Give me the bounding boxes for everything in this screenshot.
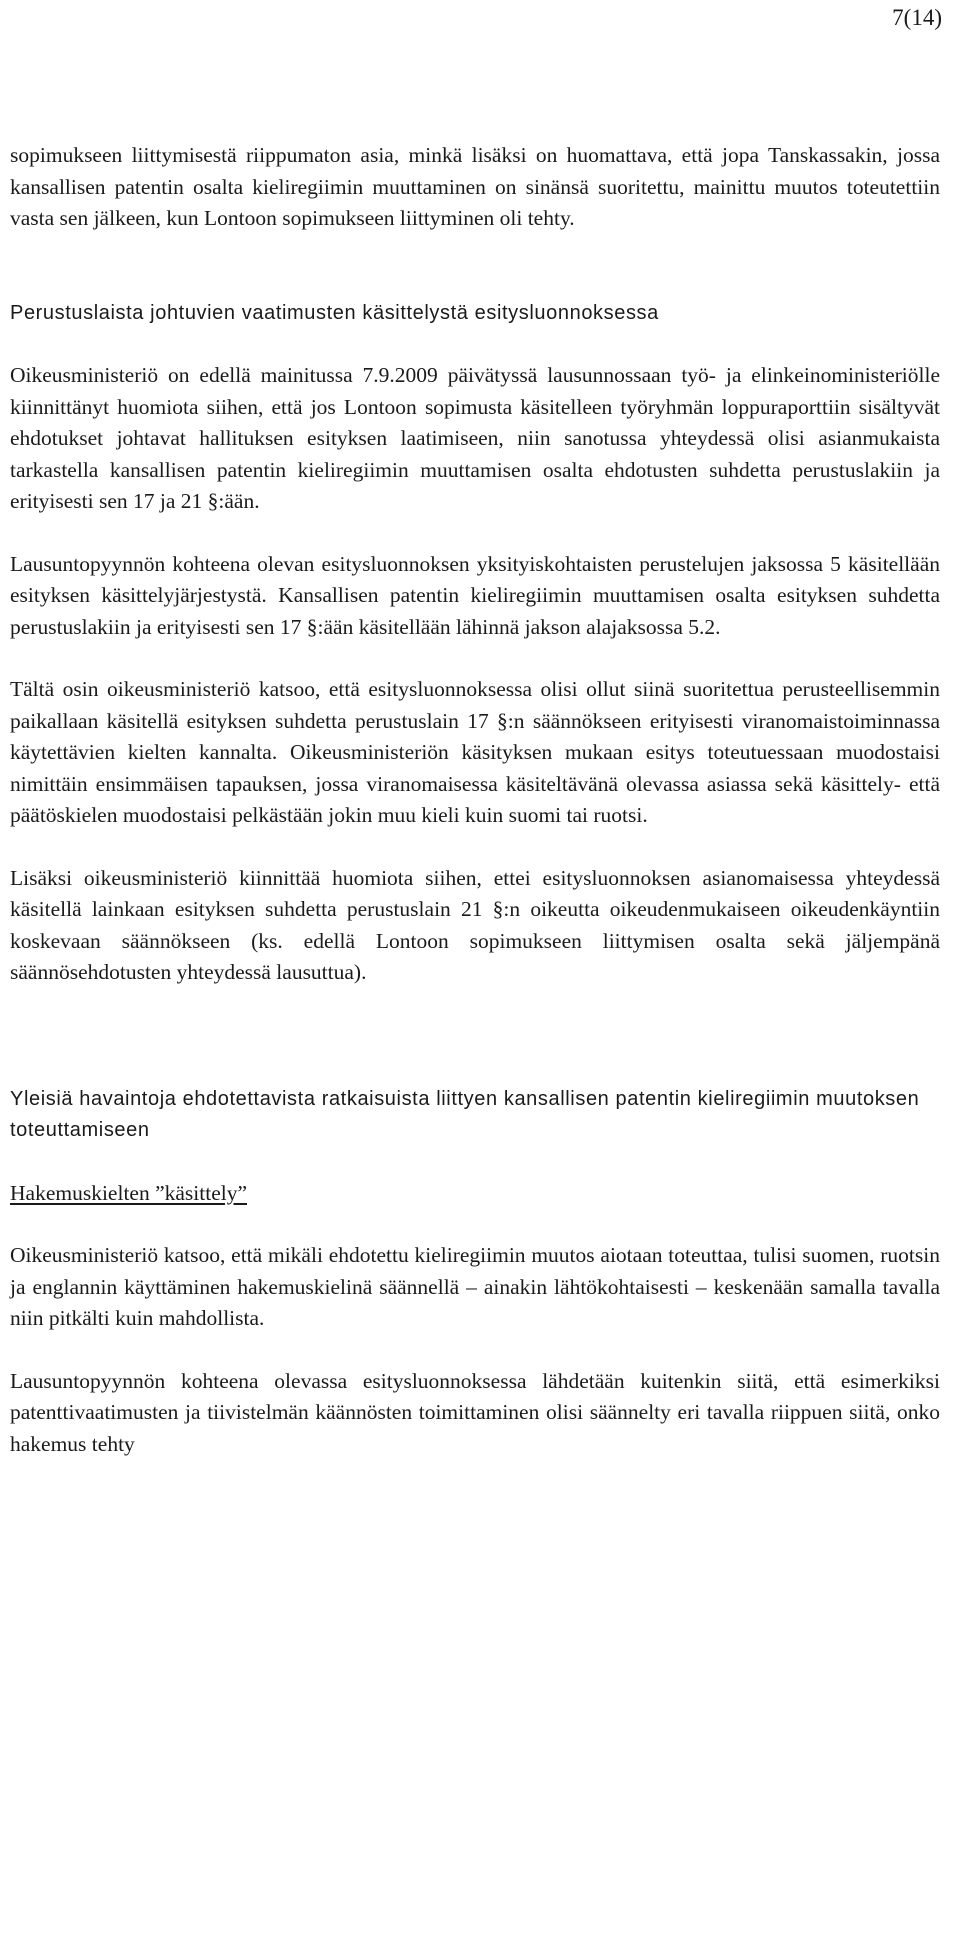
section-heading-constitution: Perustuslaista johtuvien vaatimusten käsittelystä esitysluonnoksessa <box>10 301 659 324</box>
document-body <box>10 140 940 1460</box>
paragraph-ministry-statement: Oikeusministeriö on edellä mainitussa 7.9.2009 päivätyssä lausunnossaan työ- ja elinkeinoministeriölle kiinnittänyt huomiota siihen, että jos Lontoon sopimusta käsitelleen työryhmän loppuraporttiin sisältyvät ehdotukset johtavat hallituksen esityksen laatimiseen, niin sanotussa yhteydessä olisi asianmukaista tarkastella kansallisen patentin kieliregiimin muuttamisen osalta ehdotusten suhdetta perustuslakiin ja erityisesti sen 17 ja 21 §:ään. <box>10 363 940 513</box>
section-heading-general-observations: Yleisiä havaintoja ehdotettavista ratkaisuista liittyen kansallisen patentin kieliregiimin muutoksen toteuttamiseen <box>10 1087 920 1141</box>
page-number: 7(14) <box>892 5 942 30</box>
paragraph-london-agreement: sopimukseen liittymisestä riippumaton asia, minkä lisäksi on huomattava, että jopa Tanskassakin, jossa kansallisen patentin osalta kieliregiimin muuttaminen on sinänsä suoritettu, mainittu muutos toteutettiin vasta sen jälkeen, kun Lontoon sopimukseen liittyminen oli tehty. <box>10 143 940 230</box>
paragraph-language-regulation: Oikeusministeriö katsoo, että mikäli ehdotettu kieliregiimin muutos aiotaan toteuttaa, tulisi suomen, ruotsin ja englannin käyttäminen hakemuskielinä säännellä – ainakin lähtökohtaisesti – keskenään samalla tavalla niin pitkälti kuin mahdollista. <box>10 1243 940 1330</box>
subheading-application-languages: Hakemuskielten ”käsittely” <box>10 1180 248 1205</box>
paragraph-section-21: Lisäksi oikeusministeriö kiinnittää huomiota siihen, ettei esitysluonnoksen asianomaisessa yhteydessä käsitellä lainkaan esityksen suhdetta perustuslain 21 §:n oikeutta oikeudenmukaiseen oikeudenkäyntiin koskevaan säännökseen (ks. edellä Lontoon sopimukseen liittymisen osalta sekä jäljempänä säännösehdotusten yhteydessä lausuttua). <box>10 865 940 984</box>
paragraph-consultation-request: Lausuntopyynnön kohteena olevan esitysluonnoksen yksityiskohtaisten perustelujen jaksossa 5 käsitellään esityksen käsittelyjärjestystä. Kansallisen patentin kieliregiimin muuttamisen osalta esityksen suhdetta perustuslakiin ja erityisesti sen 17 §:ään käsitellään lähinnä jakson alajaksossa 5.2. <box>10 551 940 639</box>
paragraph-translations: Lausuntopyynnön kohteena olevassa esitysluonnoksessa lähdetään kuitenkin siitä, että esimerkiksi patenttivaatimusten ja tiivistelmän käännösten toimittaminen olisi säännelty eri tavalla riippuen siitä, onko hakemus tehty <box>10 1368 940 1456</box>
paragraph-section-17: Tältä osin oikeusministeriö katsoo, että esitysluonnoksessa olisi ollut siinä suoritettua perusteellisemmin paikallaan käsitellä esityksen suhdetta perustuslain 17 §:n säännökseen erityisesti viranomaistoiminnassa käytettävien kielten kannalta. Oikeusministeriön käsityksen mukaan esitys toteutuessaan muodostaisi nimittäin ensimmäisen tapauksen, jossa viranomaisessa käsiteltävänä olevassa asiassa sekä käsittely- että päätöskielen muodostaisi pelkästään jokin muu kieli kuin suomi tai ruotsi. <box>10 677 940 827</box>
